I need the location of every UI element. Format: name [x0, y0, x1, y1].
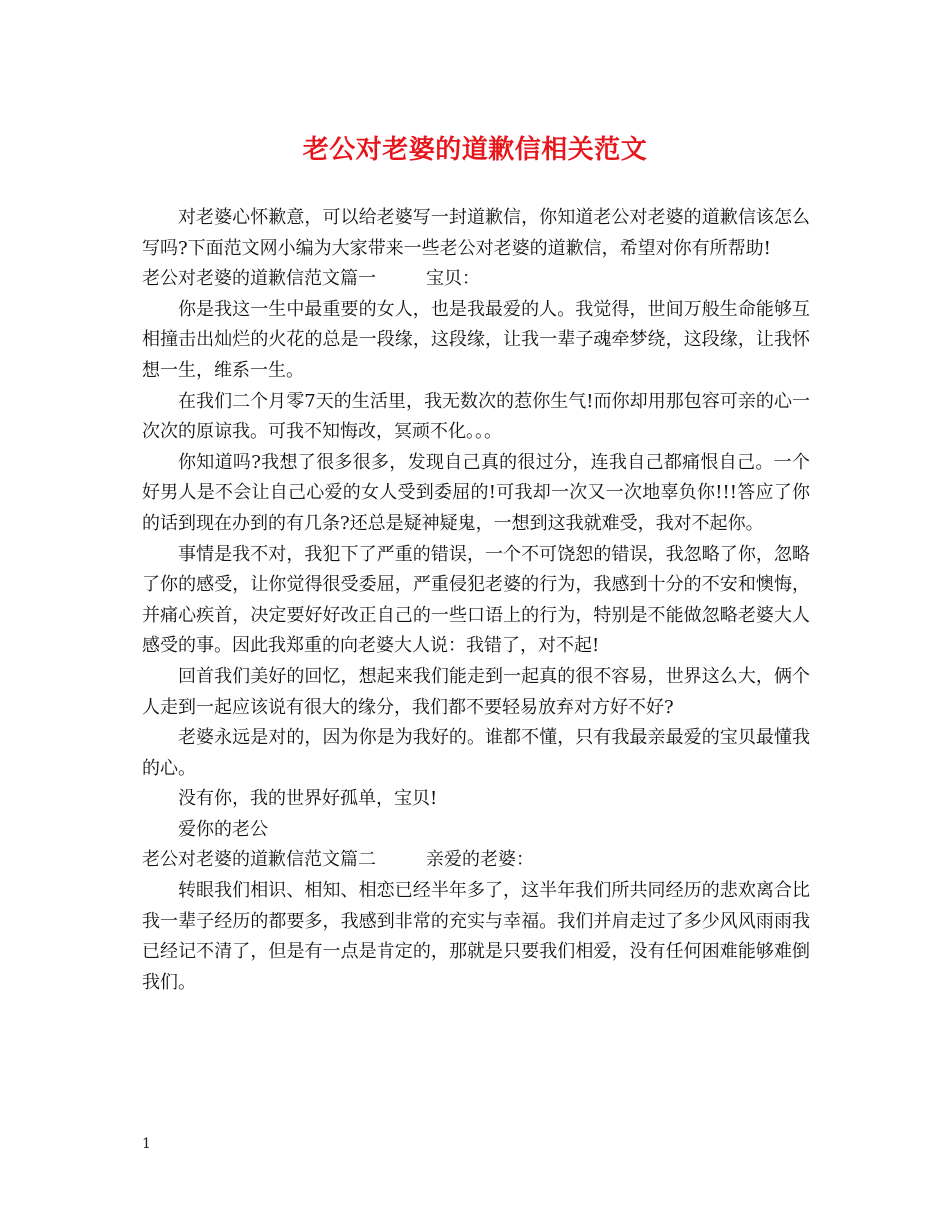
page-number: 1	[142, 1136, 151, 1152]
section-1-heading-line	[142, 264, 810, 295]
section-1-paragraph: 事情是我不对，我犯下了严重的错误，一个不可饶恕的错误，我忽略了你，忽略了你的感受，让你觉得很受委屈，严重侵犯老婆的行为，我感到十分的不安和懊悔，并痛心疾首，决定要好好改正自己的一些口语上的行为，特别是不能做忽略老婆大人感受的事。因此我郑重的向老婆大人说：我错了，对不起!	[142, 543, 810, 657]
section-1-heading: 老公对老婆的道歉信范文篇一	[142, 268, 376, 290]
document-title: 老公对老婆的道歉信相关范文	[302, 135, 648, 165]
section-1-paragraph: 老婆永远是对的，因为你是为我好的。谁都不懂，只有我最亲最爱的宝贝最懂我的心。	[142, 727, 810, 779]
section-1-paragraph: 你知道吗?我想了很多很多，发现自己真的很过分，连我自己都痛恨自己。一个好男人是不会让自己心爱的女人受到委屈的!可我却一次又一次地辜负你!!!答应了你的话到现在办到的有几条?还总是疑神疑鬼，一想到这我就难受，我对不起你。	[142, 451, 810, 534]
section-2-heading: 老公对老婆的道歉信范文篇二	[142, 849, 376, 871]
intro-paragraph: 对老婆心怀歉意，可以给老婆写一封道歉信，你知道老公对老婆的道歉信该怎么写吗?下面范文网小编为大家带来一些老公对老婆的道歉信，希望对你有所帮助!	[142, 207, 810, 259]
section-1-paragraph: 在我们二个月零7天的生活里，我无数次的惹你生气!而你却用那包容可亲的心一次次的原谅我。可我不知悔改，冥顽不化。。。	[142, 390, 810, 443]
section-1-paragraph: 没有你，我的世界好孤单，宝贝!	[178, 788, 438, 810]
section-1-salutation: 宝贝：	[426, 268, 480, 290]
section-1-paragraph: 你是我这一生中最重要的女人，也是我最爱的人。我觉得，世间万般生命能够互相撞击出灿烂的火花的总是一段缘，这段缘，让我一辈子魂牵梦绕，这段缘，让我怀想一生，维系一生。	[142, 298, 810, 381]
section-2-salutation: 亲爱的老婆：	[426, 849, 534, 871]
section-2-paragraph: 转眼我们相识、相知、相恋已经半年多了，这半年我们所共同经历的悲欢离合比我一辈子经历的都要多，我感到非常的充实与幸福。我们并肩走过了多少风风雨雨我已经记不清了，但是有一点是肯定的，那就是只要我们相爱，没有任何困难能够难倒我们。	[142, 880, 810, 993]
document-body	[142, 203, 810, 998]
section-1-paragraph: 回首我们美好的回忆，想起来我们能走到一起真的很不容易，世界这么大，俩个人走到一起应该说有很大的缘分，我们都不要轻易放弃对方好不好?	[142, 665, 810, 718]
section-2-heading-line	[142, 845, 810, 876]
signature-line: 爱你的老公	[178, 818, 268, 840]
